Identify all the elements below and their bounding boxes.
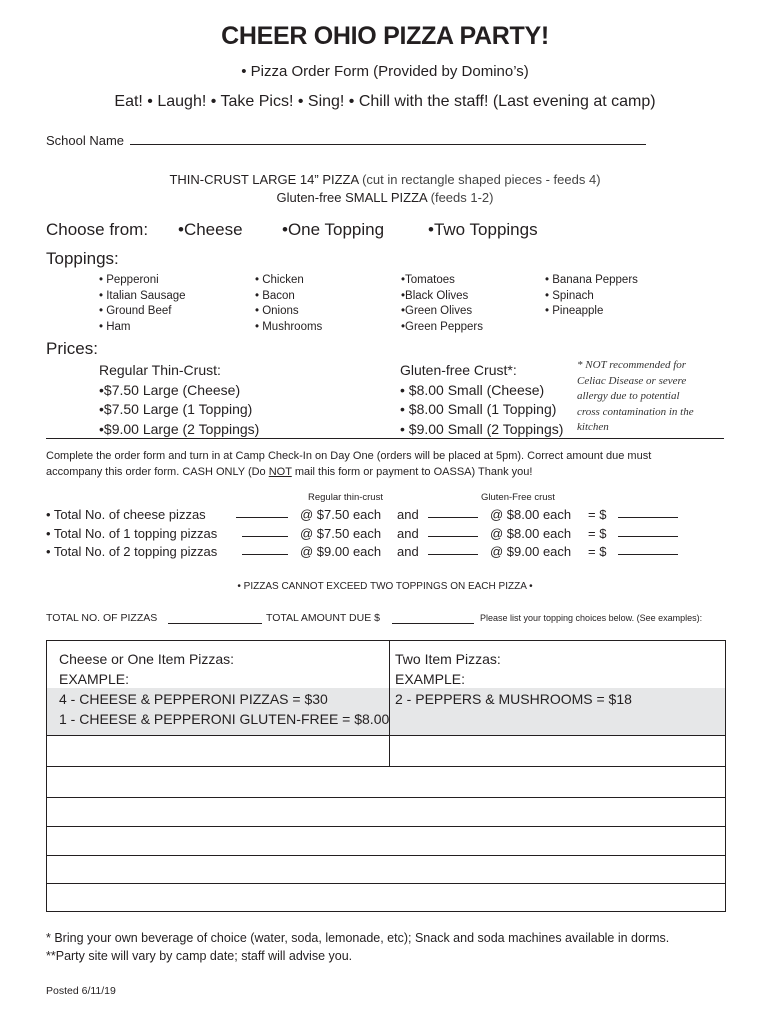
topping-item: • Mushrooms: [255, 320, 323, 333]
thin-crust-desc: (cut in rectangle shaped pieces - feeds 4): [358, 172, 601, 187]
regular-prices: [99, 361, 259, 439]
instructions-line-1: Complete the order form and turn in at Camp Check-In on Day One (orders will be placed at 5pm). Correct amount due must: [46, 450, 652, 462]
divider: [46, 438, 724, 439]
subtitle: • Pizza Order Form (Provided by Domino’s): [241, 63, 529, 80]
two-topping-total-field[interactable]: [618, 543, 678, 555]
regular-crust-heading: Regular Thin-Crust:: [99, 362, 221, 378]
cheese-regular-qty[interactable]: [236, 506, 288, 518]
price-item: •$7.50 Large (1 Topping): [99, 401, 253, 417]
gluten-free-info: [0, 190, 770, 205]
toppings-col-2: [255, 273, 322, 335]
topping-item: • Ground Beef: [99, 305, 172, 318]
choose-label: Choose from:: [46, 220, 149, 239]
two-topping-gf-qty[interactable]: [428, 543, 478, 555]
entry-row[interactable]: [47, 767, 725, 796]
gf-crust-heading: Gluten-free Crust*:: [400, 362, 517, 378]
left-example-line: 4 - CHEESE & PEPPERONI PIZZAS = $30: [59, 691, 328, 707]
topping-item: • Pineapple: [545, 305, 604, 318]
price-item: • $8.00 Small (Cheese): [400, 381, 545, 398]
topping-item: • Ham: [99, 320, 131, 333]
total-amount-field[interactable]: [392, 612, 474, 624]
toppings-col-3: [401, 273, 483, 335]
topping-item: •Green Peppers: [401, 320, 484, 333]
toppings-heading: Toppings:: [46, 249, 119, 268]
left-example-line: 1 - CHEESE & PEPPERONI GLUTEN-FREE = $8.00: [59, 711, 390, 727]
gluten-free-note: * NOT recommended for Celiac Disease or severe allergy due to potential cross contamination in the kitchen: [577, 359, 694, 433]
price-item: • $8.00 Small (1 Topping): [400, 401, 557, 417]
topping-item: • Pepperoni: [99, 274, 159, 286]
entry-row[interactable]: [47, 736, 725, 765]
topping-list-table: [46, 640, 726, 912]
total-pizzas-label: TOTAL NO. OF PIZZAS: [46, 612, 158, 624]
topping-item: •Tomatoes: [401, 274, 455, 286]
order-row-cheese: • Total No. of cheese pizzas @ $7.50 each and @ $8.00 each = $: [46, 506, 736, 525]
totals-row: [46, 612, 736, 628]
posted-date: Posted 6/11/19: [46, 985, 116, 997]
gluten-free-title: Gluten-free SMALL PIZZA: [276, 190, 428, 205]
topping-item: • Onions: [255, 305, 299, 318]
footer-notes: [46, 929, 669, 965]
list-note: Please list your topping choices below. (See examples):: [480, 613, 703, 623]
left-heading: Cheese or One Item Pizzas:: [59, 651, 235, 667]
order-rows: [46, 506, 736, 562]
gluten-free-prices: [400, 361, 563, 439]
two-topping-regular-qty[interactable]: [242, 543, 288, 555]
left-example: [59, 649, 389, 729]
entry-row[interactable]: [47, 827, 725, 854]
order-row-one-topping: • Total No. of 1 topping pizzas @ $7.50 each and @ $8.00 each = $: [46, 525, 736, 544]
total-pizzas-field[interactable]: [168, 612, 262, 624]
order-row-two-topping: • Total No. of 2 topping pizzas @ $9.00 each and @ $9.00 each = $: [46, 543, 736, 562]
topping-limit-notice: • PIZZAS CANNOT EXCEED TWO TOPPINGS ON EACH PIZZA •: [237, 581, 533, 592]
cheese-gf-qty[interactable]: [428, 506, 478, 518]
choose-one-topping: •One Topping: [282, 220, 385, 239]
page-title: CHEER OHIO PIZZA PARTY!: [221, 22, 549, 50]
topping-item: •Green Olives: [401, 305, 473, 318]
topping-item: •Black Olives: [401, 289, 469, 302]
tagline: Eat! • Laugh! • Take Pics! • Sing! • Chill with the staff! (Last evening at camp): [114, 93, 656, 110]
toppings-col-4: [545, 273, 638, 320]
topping-item: • Banana Peppers: [545, 274, 638, 286]
school-name-field[interactable]: [130, 132, 646, 145]
entry-row[interactable]: [47, 798, 725, 825]
instructions-line-2: accompany this order form. CASH ONLY (Do NOT mail this form or payment to OASSA) Thank you!: [46, 466, 533, 478]
toppings-col-1: [99, 273, 186, 335]
topping-item: • Chicken: [255, 274, 304, 286]
instructions: [46, 448, 651, 480]
thin-crust-title: THIN-CRUST LARGE 14” PIZZA: [169, 172, 359, 187]
total-amount-label: TOTAL AMOUNT DUE $: [266, 612, 380, 624]
price-item: •$7.50 Large (Cheese): [99, 381, 241, 398]
choose-cheese: •Cheese: [178, 220, 243, 239]
topping-item: • Bacon: [255, 289, 295, 302]
entry-row[interactable]: [47, 856, 725, 882]
beverage-note: * Bring your own beverage of choice (water, soda, lemonade, etc); Snack and soda machines available in dorms.: [46, 931, 670, 945]
school-name-label: School Name: [46, 133, 125, 148]
right-heading: Two Item Pizzas:: [395, 651, 501, 667]
one-topping-total-field[interactable]: [618, 525, 678, 537]
col-regular-label: Regular thin-crust: [308, 492, 383, 503]
entry-row[interactable]: [47, 884, 725, 911]
price-item: •$9.00 Large (2 Toppings): [99, 420, 260, 437]
cheese-total-field[interactable]: [618, 506, 678, 518]
topping-item: • Italian Sausage: [99, 289, 186, 302]
col-gf-label: Gluten-Free crust: [481, 492, 555, 503]
gluten-free-desc: (feeds 1-2): [427, 190, 494, 205]
prices-heading: Prices:: [46, 339, 98, 358]
thin-crust-info: [0, 172, 770, 187]
right-example-label: EXAMPLE:: [395, 671, 466, 687]
right-example-line: 2 - PEPPERS & MUSHROOMS = $18: [395, 691, 632, 707]
right-example: [395, 649, 632, 709]
choose-two-toppings: •Two Toppings: [428, 220, 538, 239]
school-name-row: [46, 132, 646, 148]
price-item: • $9.00 Small (2 Toppings): [400, 420, 564, 437]
site-note: **Party site will vary by camp date; staff will advise you.: [46, 949, 353, 963]
one-topping-regular-qty[interactable]: [242, 525, 288, 537]
left-example-label: EXAMPLE:: [59, 671, 130, 687]
one-topping-gf-qty[interactable]: [428, 525, 478, 537]
topping-item: • Spinach: [545, 289, 594, 302]
